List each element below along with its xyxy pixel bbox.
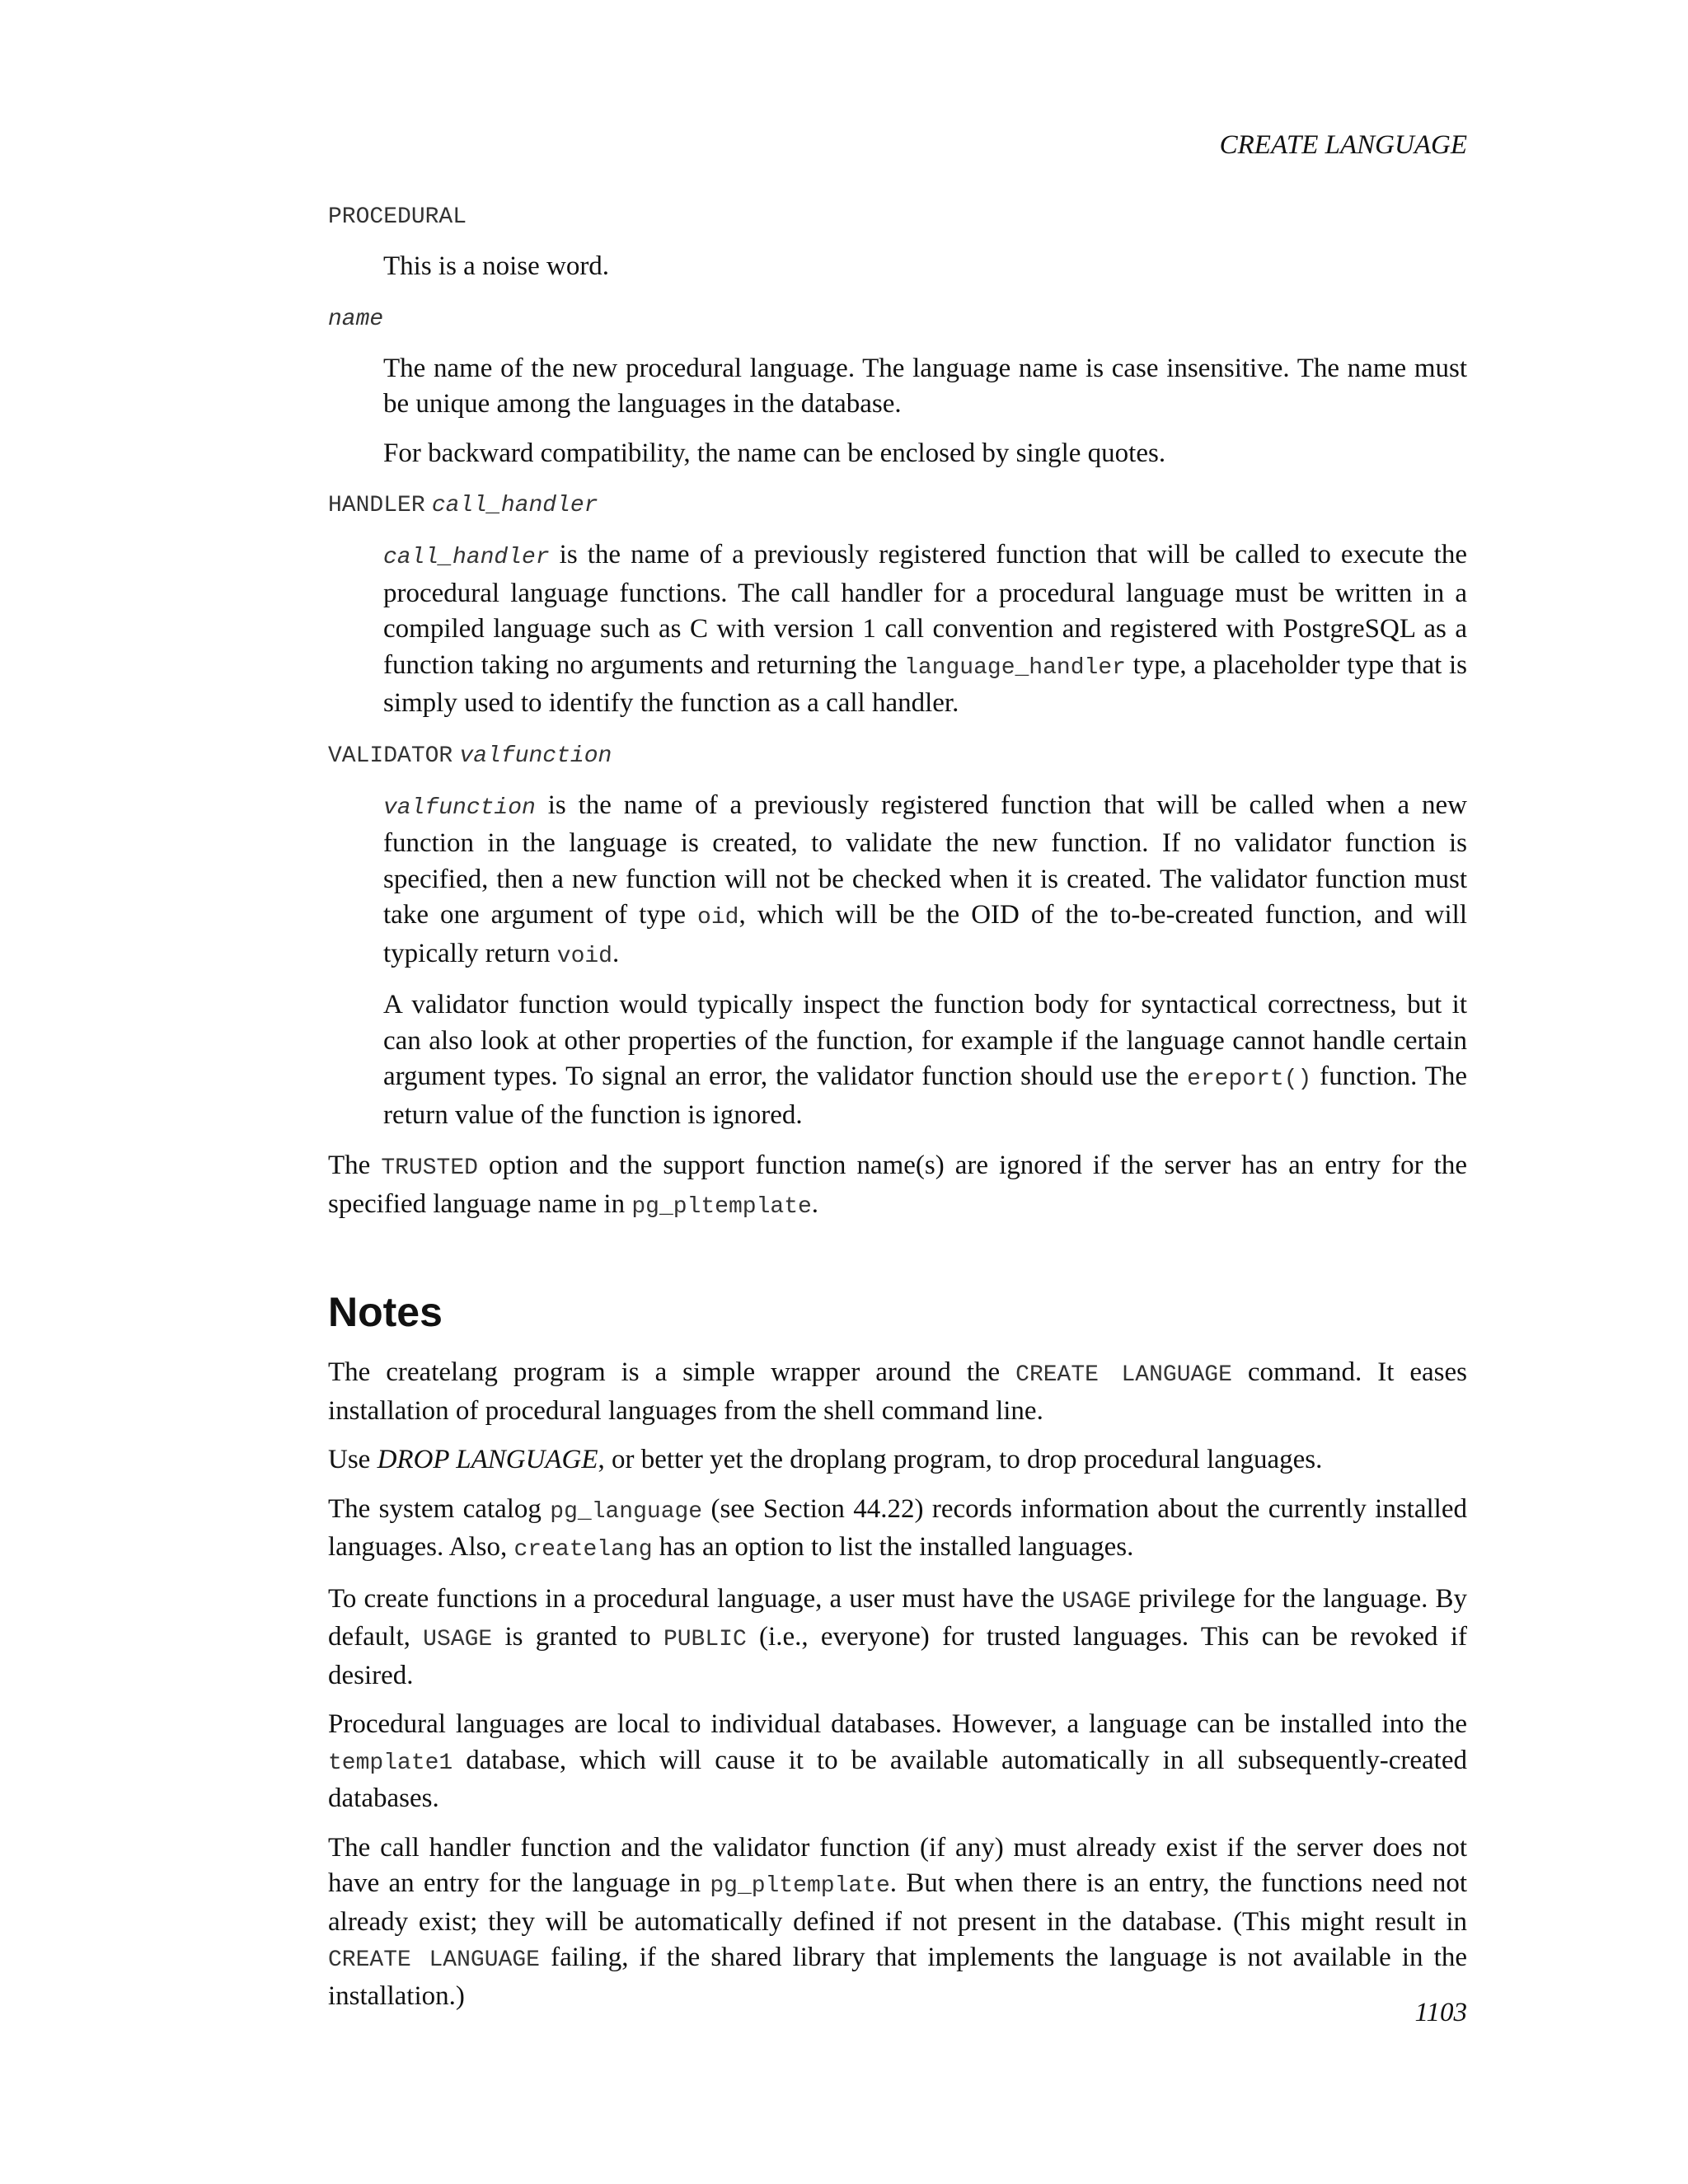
code-literal: ereport() [1187,1066,1312,1092]
paragraph [383,249,1467,285]
paragraph [383,537,1467,722]
code-literal: TRUSTED [381,1155,478,1181]
code-placeholder: call_handler [383,545,550,570]
param-placeholder: valfunction [459,743,612,769]
text-run: database, which will cause it to be available automatically in all subsequently-created databases. [328,1745,1467,1813]
notes-paragraph [328,1355,1467,1429]
paragraph [383,788,1467,975]
text-run: To create functions in a procedural language, a user must have the [328,1583,1062,1614]
notes-heading: Notes [328,1289,443,1335]
text-run: (i.e., everyone) for trusted languages. This can be revoked if desired. [328,1622,1467,1690]
text-run: The name of the new procedural language. The language name is case insensitive. The name must be unique among the languages in the database. [383,353,1467,419]
code-literal: language_handler [904,654,1126,681]
param-keyword: HANDLER [328,493,425,518]
paragraph [383,436,1467,472]
code-literal: PUBLIC [663,1627,747,1652]
text-run: privilege for the language. By default, [328,1583,1468,1652]
param-term-name [328,300,1467,336]
text-run: The [328,1151,382,1180]
code-literal: CREATE LANGUAGE [1015,1362,1232,1388]
text-run: command. It eases installation of procedural languages from the shell command line. [328,1357,1467,1426]
notes-paragraph [328,1442,1467,1479]
param-placeholder: call_handler [431,493,598,518]
text-run: Use [328,1445,377,1474]
code-literal: USAGE [1062,1588,1132,1615]
code-literal: template1 [328,1750,453,1776]
text-run: is the name of a previously registered function that will be called to execute the procedural language functions. The call handler for a procedural language must be written in a compiled language such as C with version 1 call convention and registered with PostgreSQL as a function taking no arguments and returning the [383,540,1467,680]
page-content [328,198,1467,2027]
text-run: has an option to list the installed languages. [652,1532,1134,1562]
text-run: is the name of a previously registered function that will be called when a new function in the language is created, to validate the new function. If no validator function is specified, then a new function will not be checked when it is created. The validator function must take one argument of type [383,790,1467,930]
param-desc-name [383,351,1467,472]
text-run: For backward compatibility, the name can be enclosed by single quotes. [383,438,1166,468]
text-run: , which will be the OID of the to-be-created function, and will typically return [383,900,1467,968]
code-literal: CREATE LANGUAGE [328,1947,540,1973]
param-desc-procedural [383,249,1467,285]
text-run: option and the support function name(s) are ignored if the server has an entry for the specified language name in [328,1151,1467,1219]
parameter-list [328,198,1467,1133]
code-literal: pg_pltemplate [710,1873,890,1899]
notes-paragraph [328,1707,1467,1817]
notes-paragraph [328,1830,1467,2015]
notes-paragraph [328,1492,1467,1568]
param-term-handler [328,486,1467,523]
param-placeholder: name [328,306,384,332]
text-run: The call handler function and the validator function (if any) must already exist if the server does not have an entry for the language in [328,1832,1467,1898]
code-literal: createlang [513,1537,653,1563]
code-literal: pg_language [550,1498,703,1525]
notes-paragraph [328,1582,1467,1694]
paragraph [383,351,1467,423]
trusted-note [328,1148,1467,1225]
text-run: . [811,1188,819,1219]
cross-reference: DROP LANGUAGE [377,1445,598,1474]
code-literal: void [556,943,612,969]
text-run: Procedural languages are local to individual databases. However, a language can be installed into the [328,1709,1467,1739]
param-term-procedural [328,198,1467,234]
text-run: The createlang program is a simple wrapper around the [328,1357,1016,1387]
text-run: is granted to [492,1622,663,1652]
param-keyword: PROCEDURAL [328,204,467,230]
param-desc-validator [383,788,1467,1134]
code-literal: pg_pltemplate [631,1193,812,1220]
code-literal: USAGE [423,1627,493,1652]
param-keyword: VALIDATOR [328,743,453,769]
text-run: , or better yet the droplang program, to drop procedural languages. [598,1445,1323,1474]
code-literal: oid [697,905,739,930]
text-run: A validator function would typically inspect the function body for syntactical correctness, but it can also look at other properties of the function, for example if the language cannot handle certain argument types. To signal an error, the validator function should use the [383,990,1467,1091]
text-run: . But when there is an entry, the functions need not already exist; they will be automatically defined if not present in the database. (This might result in [328,1868,1467,1937]
running-header: CREATE LANGUAGE [1219,130,1467,160]
text-run: This is a noise word. [383,251,610,281]
text-run: function. The return value of the function is ignored. [383,1062,1467,1130]
param-term-validator [328,737,1467,773]
param-desc-handler [383,537,1467,722]
code-placeholder: valfunction [383,794,536,821]
text-run: (see Section 44.22) records information about the currently installed languages. Also, [328,1493,1467,1562]
text-run: . [612,938,620,968]
text-run: failing, if the shared library that implements the language is not available in the installation.) [328,1943,1467,2011]
paragraph [383,987,1467,1133]
text-run: The system catalog [328,1493,551,1524]
text-run: type, a placeholder type that is simply used to identify the function as a call handler. [383,649,1467,718]
page-number: 1103 [1414,1998,1467,2027]
